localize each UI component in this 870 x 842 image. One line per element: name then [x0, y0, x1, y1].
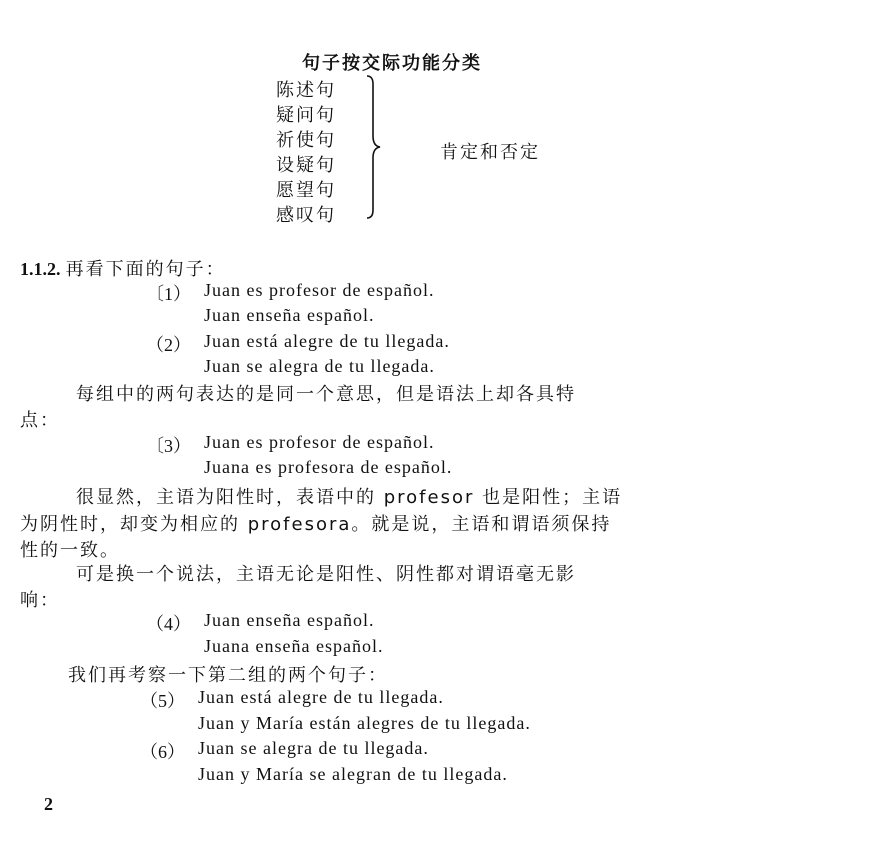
example-sentence: Juan se alegra de tu llegada.: [198, 738, 429, 758]
example-label: （4）: [146, 614, 191, 634]
example-sentence: Juan es profesor de español.: [204, 280, 435, 300]
paragraph-line: 我们再考察一下第二组的两个句子：: [68, 665, 388, 686]
paragraph-line: 每组中的两句表达的是同一个意思，但是语法上却各具特: [76, 384, 576, 405]
section-number: 1.1.2.: [20, 259, 61, 279]
example-label: 〔1）: [146, 284, 191, 304]
section-intro: 再看下面的句子：: [65, 259, 226, 280]
sentence-type-item: 感叹句: [276, 205, 336, 226]
paragraph-line: 可是换一个说法，主语无论是阳性、阴性都对谓语毫无影: [76, 564, 576, 585]
paragraph-line: 为阴性时，却变为相应的 profesora。就是说，主语和谓语须保持: [20, 514, 612, 535]
paragraph-line: 性的一致。: [20, 540, 120, 561]
example-label: （2）: [146, 335, 191, 355]
example-label: （6）: [140, 742, 185, 762]
page-title: 句子按交际功能分类: [302, 53, 482, 74]
section-heading: [20, 255, 226, 281]
example-sentence: Juan está alegre de tu llegada.: [198, 687, 444, 707]
sentence-type-item: 祈使句: [276, 130, 336, 151]
example-sentence: Juan está alegre de tu llegada.: [204, 331, 450, 351]
paragraph-line: 点：: [20, 410, 60, 431]
sentence-type-item: 愿望句: [276, 180, 336, 201]
example-sentence: Juana es profesora de español.: [204, 457, 453, 477]
example-sentence: Juan se alegra de tu llegada.: [204, 356, 435, 376]
example-sentence: Juan enseña español.: [204, 305, 375, 325]
example-sentence: Juan enseña español.: [204, 610, 375, 630]
page-number: 2: [44, 794, 53, 814]
example-sentence: Juana enseña español.: [204, 636, 384, 656]
brace-label: 肯定和否定: [440, 142, 540, 163]
example-sentence: Juan es profesor de español.: [204, 432, 435, 452]
sentence-type-item: 陈述句: [276, 80, 336, 101]
sentence-type-item: 设疑句: [276, 155, 336, 176]
example-sentence: Juan y María se alegran de tu llegada.: [198, 764, 508, 784]
example-label: （5）: [140, 691, 185, 711]
paragraph-line: 很显然，主语为阳性时，表语中的 profesor 也是阳性；主语: [76, 487, 623, 508]
curly-brace: [364, 74, 384, 220]
example-sentence: Juan y María están alegres de tu llegada.: [198, 713, 531, 733]
example-label: 〔3）: [146, 436, 191, 456]
sentence-type-item: 疑问句: [276, 105, 336, 126]
paragraph-line: 响：: [20, 590, 60, 611]
